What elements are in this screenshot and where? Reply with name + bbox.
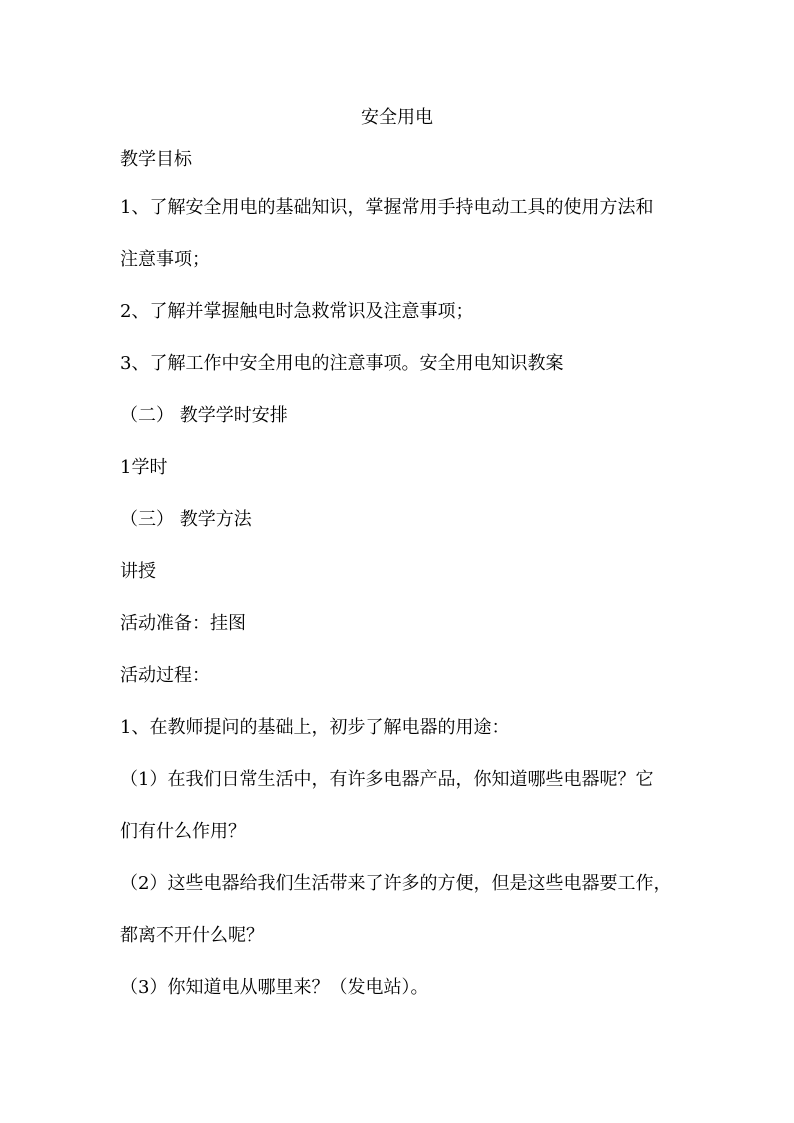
- document-title: 安全用电: [361, 107, 433, 128]
- paragraph-line: 活动过程：: [120, 665, 210, 686]
- paragraph-line: 1学时: [120, 457, 168, 478]
- section-heading-schedule: （二） 教学学时安排: [120, 405, 288, 426]
- paragraph-line: 1、了解安全用电的基础知识，掌握常用手持电动工具的使用方法和: [120, 197, 654, 218]
- paragraph-line: 活动准备：挂图: [120, 613, 246, 634]
- paragraph-line: 注意事项；: [120, 249, 210, 270]
- paragraph-line: 都离不开什么呢？: [120, 925, 264, 946]
- section-heading-objectives: 教学目标: [120, 149, 192, 170]
- paragraph-line: （1）在我们日常生活中，有许多电器产品，你知道哪些电器呢？它: [120, 769, 654, 790]
- paragraph-line: 讲授: [120, 561, 156, 582]
- paragraph-line: （3）你知道电从哪里来？（发电站）。: [120, 977, 429, 998]
- paragraph-line: 们有什么作用？: [120, 821, 246, 842]
- paragraph-line: 1、在教师提问的基础上，初步了解电器的用途：: [120, 717, 510, 738]
- paragraph-line: 3、了解工作中安全用电的注意事项。安全用电知识教案: [120, 353, 564, 374]
- section-heading-methods: （三） 教学方法: [120, 509, 252, 530]
- paragraph-line: 2、了解并掌握触电时急救常识及注意事项；: [120, 301, 474, 322]
- paragraph-line: （2）这些电器给我们生活带来了许多的方便，但是这些电器要工作，: [120, 873, 672, 894]
